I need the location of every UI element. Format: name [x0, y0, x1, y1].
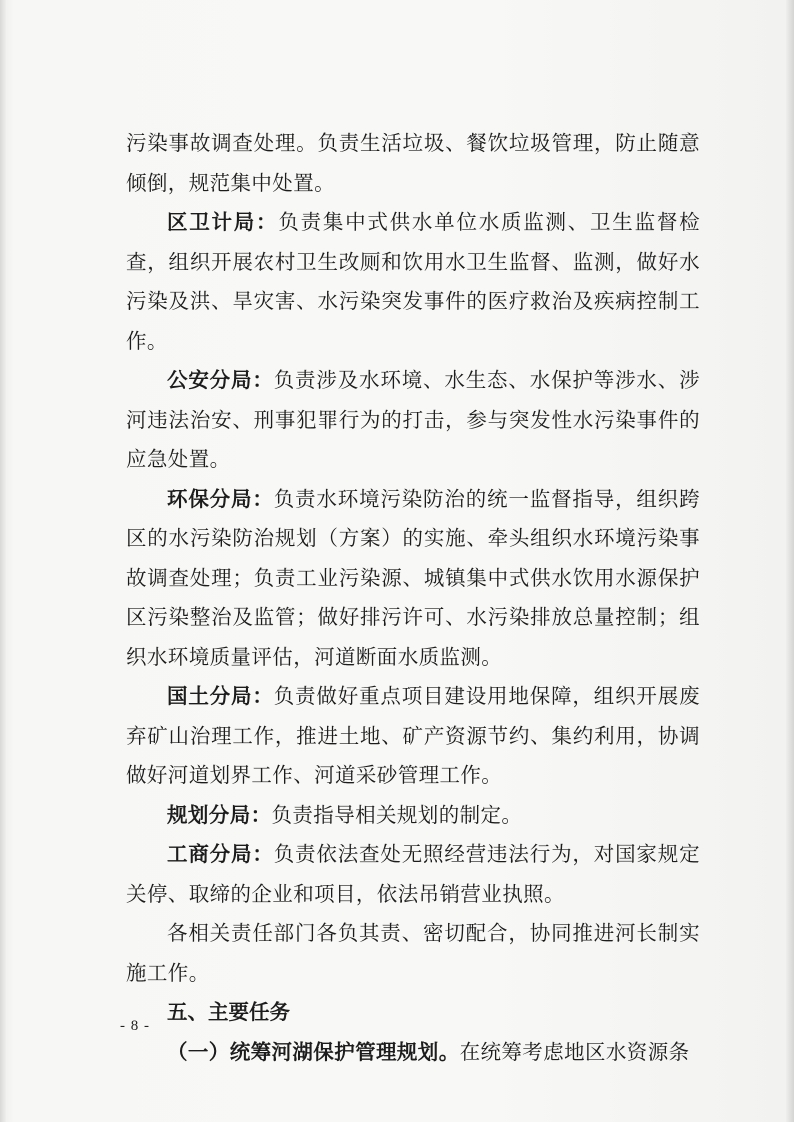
subsection-heading: （一）统筹河湖保护管理规划。 [167, 1039, 460, 1064]
paragraph-cooperation [126, 914, 700, 993]
department-heading: 公安分局： [167, 368, 274, 392]
paragraph-public-security [126, 361, 700, 480]
document-body [126, 124, 700, 1072]
paragraph-text: 污染事故调查处理。负责生活垃圾、餐饮垃圾管理，防止随意倾倒，规范集中处置。 [126, 131, 700, 195]
section-title: 五、主要任务 [167, 1000, 290, 1024]
paragraph-text: 在统筹考虑地区水资源条 [459, 1039, 690, 1064]
paragraph-planning [126, 796, 700, 836]
paragraph-land-resources [126, 677, 700, 796]
scan-edge-left [0, 0, 6, 1122]
department-heading: 环保分局： [167, 486, 274, 511]
paragraph-text: 负责做好重点项目建设用地保障，组织开展废弃矿山治理工作，推进土地、矿产资源节约、集约利用，协调做好河道划界工作、河道采砂管理工作。 [126, 684, 700, 787]
department-heading: 规划分局： [167, 802, 272, 827]
department-heading: 国土分局： [167, 684, 274, 708]
department-heading: 区卫计局： [167, 210, 279, 234]
department-heading: 工商分局： [167, 842, 274, 866]
paragraph-text: 负责依法查处无照经营违法行为，对国家规定关停、取缔的企业和项目，依法吊销营业执照。 [126, 842, 700, 906]
paragraph-pollution-continuation [126, 124, 700, 203]
paragraph-environmental-protection [126, 480, 700, 678]
paragraph-text: 负责指导相关规划的制定。 [271, 802, 523, 827]
scan-edge-right [786, 0, 794, 1122]
paragraph-subsection [126, 1033, 700, 1073]
paragraph-text: 负责集中式供水单位水质监测、卫生监督检查，组织开展农村卫生改厕和饮用水卫生监督、监测，做好水污染及洪、旱灾害、水污染突发事件的医疗救治及疾病控制工作。 [126, 210, 700, 353]
page-number: - 8 - [120, 1018, 150, 1034]
paragraph-industry-commerce [126, 835, 700, 914]
paragraph-text: 负责水环境污染防治的统一监督指导，组织跨区的水污染防治规划（方案）的实施、牵头组织水环境污染事故调查处理；负责工业污染源、城镇集中式供水饮用水源保护区污染整治及监管；做好排污许可、水污染排放总量控制；组织水环境质量评估，河道断面水质监测。 [126, 486, 700, 669]
paragraph-health-bureau [126, 203, 700, 361]
paragraph-text: 负责涉及水环境、水生态、水保护等涉水、涉河违法治安、刑事犯罪行为的打击，参与突发性水污染事件的应急处置。 [126, 368, 700, 471]
paragraph-text: 各相关责任部门各负其责、密切配合，协同推进河长制实施工作。 [126, 921, 700, 985]
